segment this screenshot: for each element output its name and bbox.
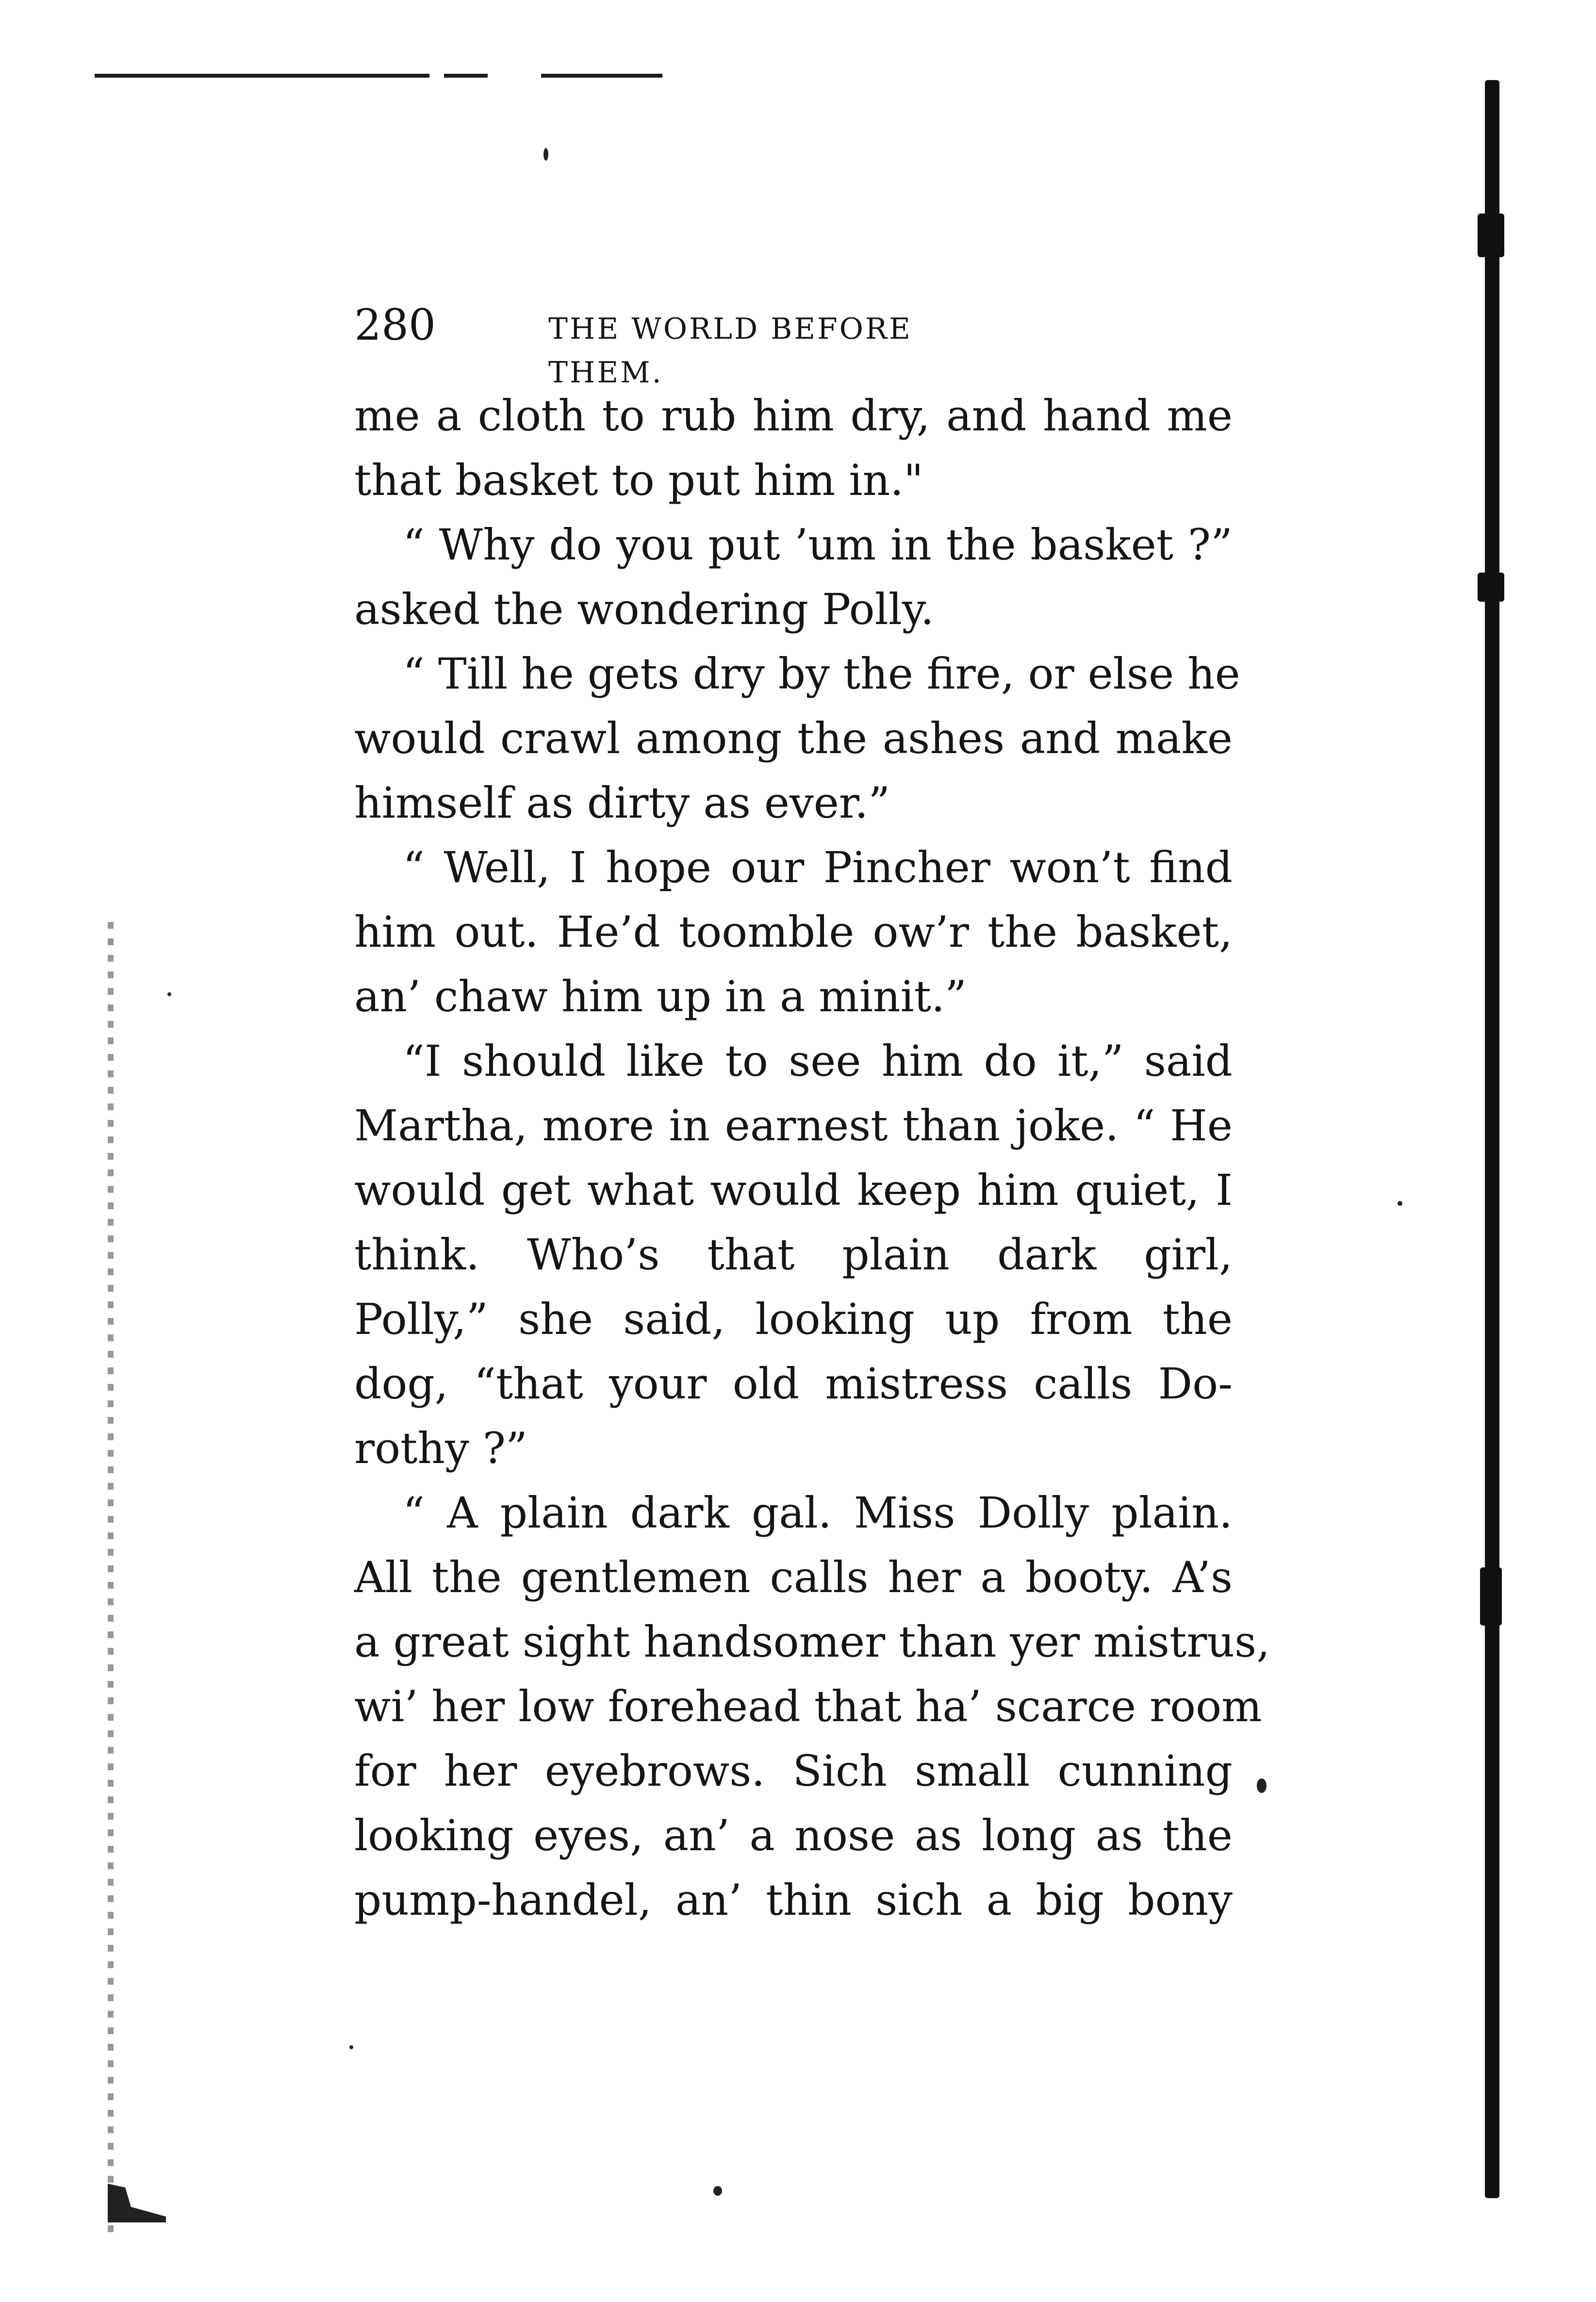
text-line: “I should like to see him do it,” said — [403, 1036, 1233, 1086]
binding-mark — [1478, 573, 1504, 602]
text-line: “ Well, I hope our Pincher won’t find — [403, 842, 1233, 892]
print-speck — [349, 2045, 353, 2049]
text-line: Polly,” she said, looking up from the — [354, 1294, 1233, 1344]
body-text — [354, 383, 1270, 1932]
text-line: an’ chaw him up in a minit.” — [354, 971, 967, 1021]
text-line: wi’ her low forehead that ha’ scarce room — [354, 1681, 1262, 1731]
text-line: a great sight handsomer than yer mistrus, — [354, 1617, 1270, 1667]
top-rule-fragment — [444, 74, 488, 78]
running-title: THE WORLD BEFORE THEM. — [548, 312, 912, 390]
text-line: Martha, more in earnest than joke. “ He — [354, 1101, 1233, 1151]
top-rule-fragment — [95, 74, 429, 78]
text-line: me a cloth to rub him dry, and hand me — [354, 391, 1233, 441]
text-line: looking eyes, an’ a nose as long as the — [354, 1810, 1233, 1860]
binding-edge — [1485, 80, 1499, 2198]
text-line: would get what would keep him quiet, I — [354, 1165, 1233, 1215]
text-line: “ Why do you put ’um in the basket ?” — [403, 520, 1233, 570]
top-rule-fragment — [541, 74, 662, 78]
text-line: dog, “that your old mistress calls Do- — [354, 1359, 1233, 1409]
binding-mark — [1480, 1567, 1502, 1626]
text-line: All the gentlemen calls her a booty. A’s — [354, 1552, 1233, 1602]
binding-mark — [1478, 214, 1504, 257]
text-line: himself as dirty as ever.” — [354, 778, 890, 828]
print-speck — [1398, 1201, 1402, 1206]
gutter-edge — [108, 922, 114, 2232]
gutter-corner-shadow — [108, 2184, 166, 2222]
print-speck — [713, 2186, 722, 2196]
text-line: him out. He’d toomble ow’r the basket, — [354, 907, 1233, 957]
text-line: asked the wondering Polly. — [354, 584, 934, 634]
running-header — [354, 298, 1034, 390]
text-line: that basket to put him in." — [354, 455, 923, 505]
text-line: for her eyebrows. Sich small cunning — [354, 1746, 1233, 1796]
text-line: “ Till he gets dry by the fire, or else he — [403, 649, 1240, 699]
print-speck — [543, 148, 548, 161]
text-line: pump-handel, an’ thin sich a big bony — [354, 1875, 1233, 1925]
text-line: would crawl among the ashes and make — [354, 713, 1233, 763]
page-number: 280 — [354, 300, 436, 350]
print-speck — [1257, 1778, 1267, 1793]
text-line: rothy ?” — [354, 1423, 527, 1473]
text-line: “ A plain dark gal. Miss Dolly plain. — [403, 1488, 1233, 1538]
text-line: think. Who’s that plain dark girl, — [354, 1230, 1233, 1280]
print-speck — [167, 992, 171, 996]
